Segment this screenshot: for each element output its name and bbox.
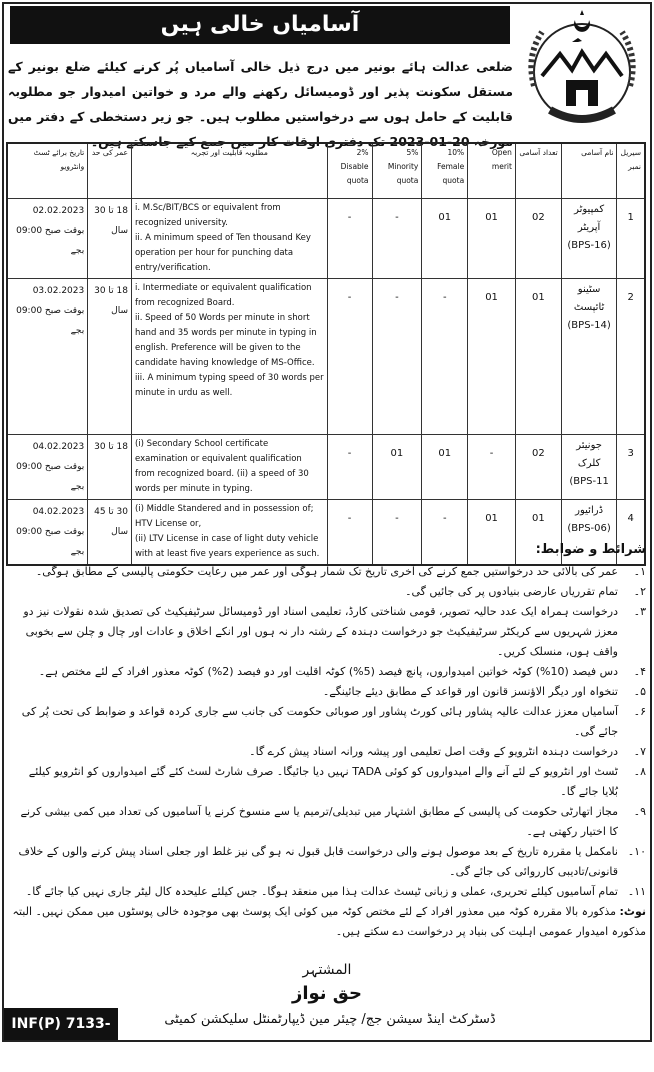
minority-quota: 01	[372, 434, 422, 499]
test-date: 02.02.2023	[32, 205, 85, 216]
condition-number: ۴۔	[633, 665, 646, 678]
minority-quota: -	[372, 198, 422, 278]
condition-text: نامکمل یا مقررہ تاریخ کے بعد موصول ہونے والی درخواست قابل قبول نہ ہو گی نیز غلط اور جعلی اسناد پیش کرنے والوں کے خلاف قانونی/تادیبی کارروائی کی جائے گی۔	[18, 845, 618, 878]
advertiser-label: المشتہر	[302, 962, 352, 978]
age-limit: 30 تا 45 سال	[88, 499, 132, 565]
condition-text: تنخواہ اور دیگر الاؤنسز قانون اور قواعد کے مطابق دیئے جائینگے۔	[322, 685, 618, 698]
disable-quota: -	[327, 278, 372, 434]
terms-title: شرائط و ضوابط:	[535, 542, 646, 557]
post-name: سٹینو ٹائپسٹ	[573, 283, 605, 313]
age-limit: 18 تا 30 سال	[88, 278, 132, 434]
female-quota: -	[422, 278, 468, 434]
post-bps: (BPS-16)	[567, 239, 611, 251]
condition-number: ۱۰۔	[627, 845, 646, 858]
post-bps: (BPS-14)	[567, 319, 611, 331]
header-age: عمر کی حد	[88, 143, 132, 198]
disable-quota: -	[327, 434, 372, 499]
test-time: بوقت صبح 09:00 بجے	[16, 305, 85, 336]
header-open-merit: Open merit	[468, 143, 516, 198]
condition-item	[10, 702, 646, 742]
qualification-line: (i) Secondary School certificate examination or equivalent qualification from recognized board. (ii) a speed of 30 words per minute in typing.	[134, 438, 309, 494]
intro-paragraph: ضلعی عدالت ہائے بونیر میں درج ذیل خالی آسامیاں پُر کرنے کیلئے ضلع بونیر کے مستقل سکونت پذیر اور ڈومیسائل رکھنے والے مرد و خواتین امیدوار جو مطلوبہ قابلیت کے حامل ہوں سے درخواستیں مطلوب ہیں۔ جو زیر دستخطی کے دفتر میں مورخہ 20-01-2023 تک دفتری اوقات کار میں جمع کیے جاسکتے ہیں۔	[8, 59, 513, 149]
ad-title: آسامیاں خالی ہیں	[10, 6, 510, 44]
condition-item	[10, 742, 646, 762]
condition-item	[10, 602, 646, 662]
condition-number: ۵۔	[633, 685, 646, 698]
note	[10, 902, 646, 942]
qualification-line: iii. A minimum typing speed of 30 words per minute in urdu as well.	[134, 372, 324, 398]
open-merit: 01	[468, 278, 516, 434]
condition-item	[10, 682, 646, 702]
serial-number: 1	[617, 198, 645, 278]
test-date-cell	[7, 278, 88, 434]
designation: ڈسٹرکٹ اینڈ سیشن جج/ چیئر مین ڈیپارٹمنٹل سلیکشن کمیٹی	[164, 1012, 496, 1027]
post-count: 01	[515, 278, 561, 434]
minority-quota: -	[372, 499, 422, 565]
condition-item	[10, 582, 646, 602]
condition-text: تمام تقرریاں عارضی بنیادوں پر کی جائیں گی۔	[405, 585, 618, 598]
test-date-cell	[7, 198, 88, 278]
condition-text: ٹسٹ اور انٹرویو کے لئے آنے والے امیدواروں کو کوئی TADA نہیں دیا جائیگا۔ صرف شارٹ لسٹ کئے گئے امیدواروں کو انٹرویو کیلئے بُلایا جائے گا۔	[28, 765, 618, 798]
open-merit: 01	[468, 198, 516, 278]
qualification-cell	[131, 278, 327, 434]
header-female-quota: 10% Female quota	[422, 143, 468, 198]
table-row	[7, 198, 645, 278]
condition-number: ۶۔	[633, 705, 646, 718]
header-qualification: مطلوبہ قابلیت اور تجربہ	[131, 143, 327, 198]
vacancies-table	[6, 142, 646, 566]
note-label: نوٹ:	[619, 905, 646, 918]
condition-number: ۱۔	[633, 565, 646, 578]
post-name: کمپیوٹر آپریٹر	[574, 203, 605, 233]
post-count: 02	[515, 434, 561, 499]
header-date: تاریخ برائے ٹسٹ وانٹرویو	[7, 143, 88, 198]
test-date-cell	[7, 434, 88, 499]
serial-number: 3	[617, 434, 645, 499]
header-serial: سیریل نمبر	[617, 143, 645, 198]
post-name: جونیئر کلرک	[576, 439, 602, 469]
terms-and-conditions	[10, 540, 646, 942]
condition-number: ۳۔	[633, 605, 646, 618]
qualification-cell	[131, 434, 327, 499]
post-bps: (BPS-11	[569, 475, 609, 487]
condition-text: درخواست ہمراہ ایک عدد حالیہ تصویر، قومی شناختی کارڈ، تعلیمی اسناد اور ڈومیسائل سرٹیفیکیٹ کی تصدیق شدہ نقولات نیز دو معزز شہریوں سے کریکٹر سرٹیفیکیٹ جو درخواست دہندہ کے رشتہ دار نہ ہوں اور انکے اخلاق و عادات اور چال و چلن سے بخوبی واقف ہوں، منسلک کریں۔	[23, 605, 618, 658]
test-date: 03.02.2023	[32, 285, 85, 296]
condition-text: تمام آسامیوں کیلئے تحریری، عملی و زبانی ٹیسٹ عدالت ہذا میں منعقد ہوگا۔ جس کیلئے علیحدہ کال لیٹر جاری نہیں کیا جائے گا۔	[25, 885, 618, 898]
condition-number: ۷۔	[633, 745, 646, 758]
minority-quota: -	[372, 278, 422, 434]
age-limit: 18 تا 30	[88, 434, 132, 499]
table-row	[7, 278, 645, 434]
open-merit: -	[468, 434, 516, 499]
female-quota: 01	[422, 198, 468, 278]
qualification-line: ii. Speed of 50 Words per minute in short hand and 35 words per minute in typing in english. Preference will be given to the candidate having knowledge of MS-Office.	[134, 312, 317, 368]
header-disable-quota: 2% Disable quota	[327, 143, 372, 198]
condition-item	[10, 882, 646, 902]
condition-text: دس فیصد (10%) کوٹہ خواتین امیدواروں، پانچ فیصد (5%) کوٹہ اقلیت اور دو فیصد (2%) کوٹہ معذور افراد کے لئے مختص ہے۔	[38, 665, 618, 678]
disable-quota: -	[327, 198, 372, 278]
post-name-cell	[561, 198, 617, 278]
test-time: بوقت صبح 09:00 بجے	[16, 526, 85, 557]
condition-item	[10, 762, 646, 802]
female-quota: 01	[422, 434, 468, 499]
post-count: 02	[515, 198, 561, 278]
age-limit: 18 تا 30 سال	[88, 198, 132, 278]
condition-number: ۸۔	[633, 765, 646, 778]
condition-text: آسامیاں معزز عدالت عالیہ پشاور ہائی کورٹ پشاور اور صوبائی حکومت کی جانب سے جاری کردہ قواعد و ضوابط کی تحت پُر کی جائے گی۔	[21, 705, 618, 738]
post-name-cell	[561, 434, 617, 499]
post-name-cell	[561, 278, 617, 434]
condition-text: مجاز اتھارٹی حکومت کی پالیسی کے مطابق اشتہار میں تبدیلی/ترمیم یا سے منسوخ کرنے یا آسامیوں کی تعداد میں کمی بیشی کرنے کا اختیار رکھتی ہے۔	[20, 805, 618, 838]
post-bps: (BPS-06)	[567, 522, 611, 534]
post-count: 01	[515, 499, 561, 565]
post-name: ڈرائیور	[575, 504, 604, 516]
open-merit: 01	[468, 499, 516, 565]
test-date: 04.02.2023	[32, 506, 85, 517]
qualification-line: i. M.Sc/BIT/BCS or equivalent from recognized university.	[134, 202, 281, 228]
table-header-row	[7, 143, 645, 198]
qualification-cell	[131, 198, 327, 278]
condition-item	[10, 802, 646, 842]
qualification-line: ii. A minimum speed of Ten thousand Key operation per hour for punching data entry/verification.	[134, 232, 311, 273]
condition-number: ۱۱۔	[627, 885, 646, 898]
condition-text: عمر کی بالائی حد درخواستیں جمع کرنے کی آخری تاریخ تک شمار ہوگی اور عمر میں رعایت حکومتی پالیسی کے مطابق ہوگی۔	[35, 565, 618, 578]
kp-government-logo-icon	[520, 6, 645, 131]
condition-number: ۲۔	[633, 585, 646, 598]
header-count: تعداد آسامی	[515, 143, 561, 198]
condition-number: ۹۔	[633, 805, 646, 818]
condition-text: درخواست دہندہ انٹرویو کے وقت اصل تعلیمی اور پیشہ ورانہ اسناد پیش کرے گا۔	[249, 745, 618, 758]
qualification-line: (ii) LTV License in case of light duty vehicle with at least five years experience as such.	[134, 533, 320, 559]
test-time: بوقت صبح 09:00 بجے	[16, 461, 85, 492]
inf-reference: INF(P) 7133-22	[4, 1008, 118, 1040]
advertiser-name: حق نواز	[291, 983, 363, 1004]
condition-item	[10, 842, 646, 882]
qualification-line: i. Intermediate or equivalent qualification from recognized Board.	[134, 282, 312, 308]
header-minority-quota: 5% Minority quota	[372, 143, 422, 198]
condition-item	[10, 562, 646, 582]
serial-number: 2	[617, 278, 645, 434]
test-date: 04.02.2023	[32, 441, 85, 452]
table-row	[7, 434, 645, 499]
condition-item	[10, 662, 646, 682]
note-text: مذکورہ بالا مقررہ کوٹہ میں معذور افراد کے لئے مختص کوٹہ میں کوئی ایک پوسٹ بھی موجودہ خالی پوسٹوں میں ممکن نہیں۔ البتہ مذکورہ امیدوار عمومی اہلیت کی بنیاد پر درخواست دے سکتے ہیں۔	[12, 905, 646, 938]
qualification-line: (i) Middle Standered and in possession of; HTV License or,	[134, 503, 314, 529]
disable-quota: -	[327, 499, 372, 565]
female-quota: -	[422, 499, 468, 565]
header-post-name: نام آسامی	[561, 143, 617, 198]
test-time: بوقت صبح 09:00 بجے	[16, 225, 85, 256]
serial-number: 4	[617, 499, 645, 565]
